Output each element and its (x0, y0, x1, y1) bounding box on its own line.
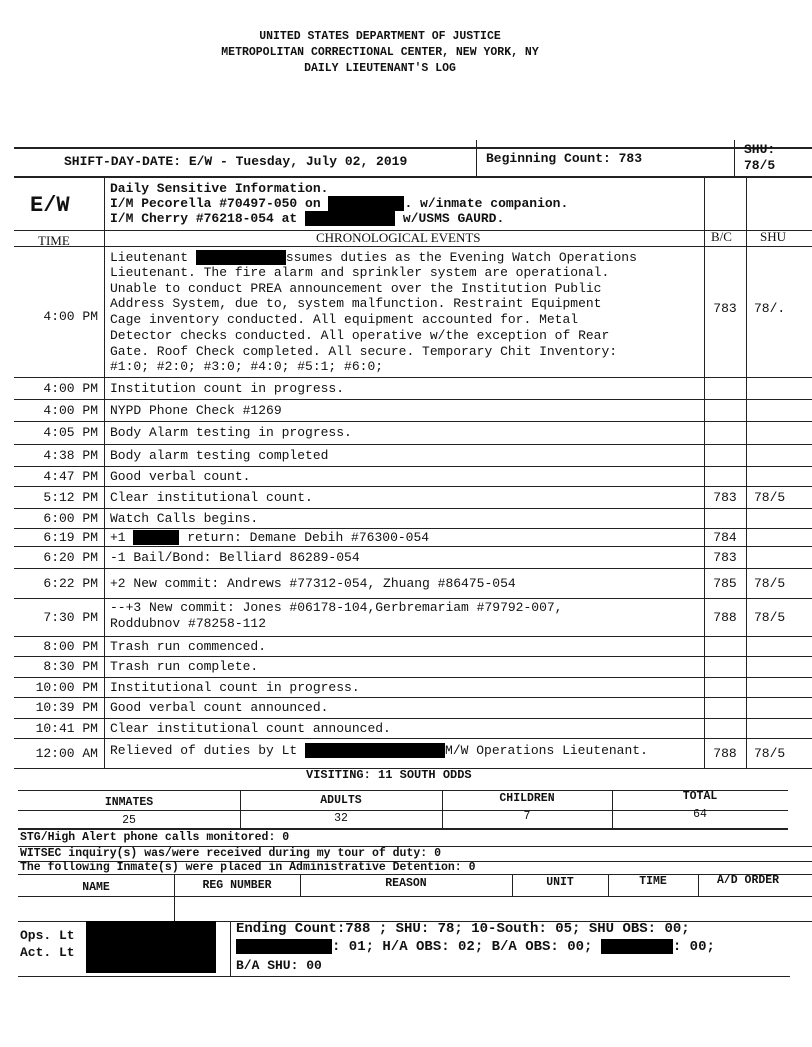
ending-count-line-2-a: : 01; H/A OBS: 02; B/A OBS: 00; (332, 939, 593, 956)
entry-event: Institution count in progress. (110, 381, 345, 396)
entry-shu: 78/5 (754, 575, 786, 591)
detention-header-reg: REG NUMBER (202, 879, 272, 892)
header-line-3: DAILY LIEUTENANT'S LOG (304, 62, 456, 75)
entry-time: 4:05 PM (43, 425, 98, 440)
visit-value-children: 7 (523, 810, 531, 823)
sensitive-line-2-b: w/USMS GAURD. (402, 211, 505, 226)
entry-bc: 788 (713, 745, 737, 761)
entry-event: Clear institutional count announced. (110, 720, 391, 736)
entry-shu: 78/5 (754, 609, 786, 625)
col-bc-header: B/C (711, 229, 732, 244)
header-line-1: UNITED STATES DEPARTMENT OF JUSTICE (259, 30, 501, 43)
entry-time: 4:38 PM (43, 447, 98, 463)
detention-header-ad-order: A/D ORDER (716, 874, 780, 887)
entry-time: 8:00 PM (43, 638, 98, 654)
first-entry-line-1: ssumes duties as the Evening Watch Operations (285, 250, 637, 265)
entry-bc: 783 (713, 489, 737, 505)
entry-bc: 783 (713, 301, 737, 316)
first-entry-line-0: Lieutenant (110, 250, 189, 265)
stg-note: STG/High Alert phone calls monitored: 0 (20, 831, 290, 844)
entry-time: 6:20 PM (43, 549, 98, 565)
entry-time: 8:30 PM (43, 659, 98, 674)
shu-label: SHU: (744, 142, 776, 157)
redaction-block (196, 250, 286, 265)
entry-time: 10:41 PM (35, 720, 98, 736)
visit-value-total: 64 (693, 808, 707, 821)
admin-detention-note: The following Inmate(s) were placed in Administrative Detention: 0 (20, 861, 476, 874)
first-entry-line: Lieutenant. The fire alarm and sprinkler system are operational. (110, 265, 610, 280)
entry-time: 6:19 PM (43, 529, 98, 545)
detention-header-name: NAME (82, 881, 110, 894)
entry-event: Institutional count in progress. (110, 679, 360, 695)
ending-count-line-2 (236, 939, 715, 955)
entry-event-continued: Roddubnov #78258-112 (110, 616, 267, 631)
sensitive-line-1 (110, 196, 568, 211)
entry-event-a: Relieved of duties by Lt (110, 743, 298, 758)
entry-bc: 785 (713, 575, 737, 591)
visit-value-adults: 32 (334, 812, 348, 825)
first-entry-line: Detector checks conducted. All operative w/the exception of Rear (110, 328, 610, 343)
first-entry-line: Address System, due to, system malfunction. Restraint Equipment (110, 296, 602, 311)
entry-bc: 784 (713, 529, 737, 545)
entry-time: 10:39 PM (35, 700, 98, 715)
act-lt-label: Act. Lt (20, 945, 75, 960)
visit-value-inmates: 25 (122, 814, 136, 827)
shift-day-date: SHIFT-DAY-DATE: E/W - Tuesday, July 02, 2019 (64, 154, 408, 169)
ending-count-line-1: Ending Count:788 ; SHU: 78; 10-South: 05; SHU OBS: 00; (236, 921, 690, 937)
redaction-block (601, 939, 673, 954)
detention-header-time: TIME (639, 875, 667, 888)
entry-time: 4:00 PM (43, 309, 98, 324)
entry-time: 4:00 PM (43, 381, 98, 396)
shu-value: 78/5 (744, 158, 776, 173)
entry-event: +2 New commit: Andrews #77312-054, Zhuang #86475-054 (110, 575, 516, 591)
entry-event: Body Alarm testing in progress. (110, 425, 352, 440)
ending-count-line-2-b: : 00; (672, 939, 715, 956)
entry-event: Clear institutional count. (110, 489, 313, 505)
entry-time: 12:00 AM (35, 745, 98, 761)
redaction-block (236, 939, 332, 954)
entry-time: 7:30 PM (43, 609, 98, 625)
ops-lt-label: Ops. Lt (20, 928, 75, 943)
redaction-block (305, 743, 445, 758)
entry-event: -1 Bail/Bond: Belliard 86289-054 (110, 549, 360, 565)
entry-shu: 78/5 (754, 489, 786, 505)
entry-event: Body alarm testing completed (110, 447, 329, 463)
entry-shu: 78/5 (754, 745, 786, 761)
header-line-2: METROPOLITAN CORRECTIONAL CENTER, NEW YORK, NY (221, 46, 539, 59)
ending-count-line-3: B/A SHU: 00 (236, 958, 322, 973)
visit-header-adults: ADULTS (320, 794, 362, 807)
entry-time: 6:22 PM (43, 575, 98, 591)
entry-event-a: +1 (110, 529, 126, 545)
entry-time: 10:00 PM (35, 679, 98, 695)
sensitive-line-1-a: I/M Pecorella #70497-050 on (110, 196, 321, 211)
entry-event-b: M/W Operations Lieutenant. (445, 743, 648, 758)
sensitive-line-1-b: . w/inmate companion. (404, 196, 569, 211)
sensitive-title: Daily Sensitive Information. (110, 181, 329, 196)
entry-event: Trash run commenced. (110, 638, 267, 654)
detention-header-unit: UNIT (546, 876, 574, 889)
entry-time: 6:00 PM (43, 510, 98, 526)
entry-bc: 783 (713, 549, 737, 565)
entry-event (110, 530, 429, 545)
visiting-title: VISITING: 11 SOUTH ODDS (306, 768, 472, 782)
redaction-block (305, 211, 395, 226)
first-entry-line: #1:0; #2:0; #3:0; #4:0; #5:1; #6:0; (110, 359, 384, 374)
sensitive-line-2-a: I/M Cherry #76218-054 at (110, 211, 298, 226)
entry-time: 4:00 PM (43, 402, 98, 418)
entry-event: NYPD Phone Check #1269 (110, 402, 282, 418)
col-events-header: CHRONOLOGICAL EVENTS (316, 230, 481, 245)
redaction-block (328, 196, 404, 211)
entry-event: --+3 New commit: Jones #06178-104,Gerbremariam #79792-007, (110, 600, 563, 615)
first-entry-line: Unable to conduct PREA announcement over the Institution Public (110, 281, 602, 296)
sensitive-line-2 (110, 211, 504, 226)
col-shu-header: SHU (760, 229, 787, 244)
redaction-block (133, 530, 179, 545)
detention-header-reason: REASON (385, 877, 427, 890)
entry-event: Good verbal count announced. (110, 700, 329, 715)
first-entry-line: Cage inventory conducted. All equipment accounted for. Metal (110, 312, 579, 327)
entry-event (110, 743, 648, 758)
first-entry-line (110, 250, 637, 265)
first-entry-line: Gate. Roof Check completed. All secure. Temporary Chit Inventory: (110, 344, 618, 359)
col-time-header: TIME (38, 233, 70, 248)
entry-time: 5:12 PM (43, 489, 98, 505)
entry-time: 4:47 PM (43, 468, 98, 484)
entry-shu: 78/. (754, 301, 786, 316)
beginning-count: Beginning Count: 783 (486, 151, 643, 166)
entry-event: Watch Calls begins. (110, 510, 259, 526)
entry-event: Good verbal count. (110, 468, 251, 484)
visit-header-total: TOTAL (682, 790, 718, 803)
visit-header-children: CHILDREN (499, 792, 555, 805)
entry-event-b: return: Demane Debih #76300-054 (187, 529, 430, 545)
entry-event: Trash run complete. (110, 659, 259, 674)
entry-bc: 788 (713, 609, 737, 625)
witsec-note: WITSEC inquiry(s) was/were received during my tour of duty: 0 (20, 847, 441, 860)
shift-code: E/W (30, 193, 70, 218)
redaction-block (86, 921, 216, 973)
visit-header-inmates: INMATES (104, 796, 154, 809)
